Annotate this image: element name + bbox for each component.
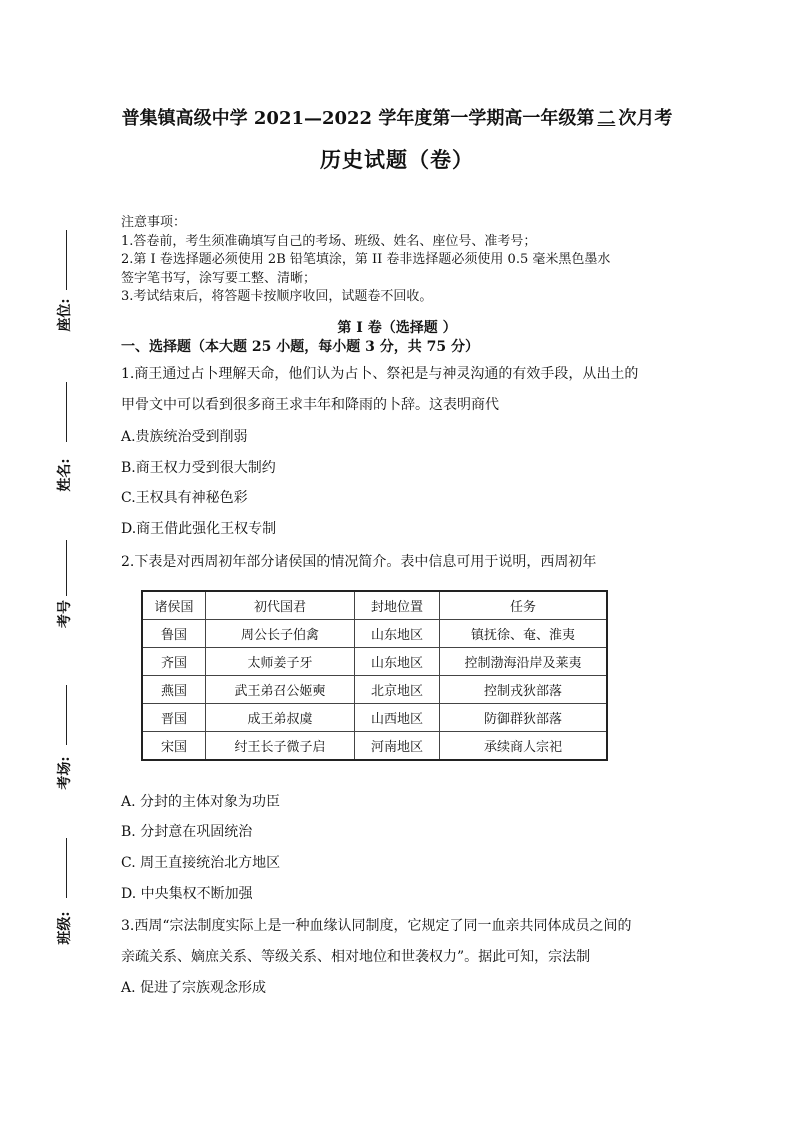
table-cell: 燕国 [142,676,206,704]
table-cell: 控制渤海沿岸及莱夷 [440,648,608,676]
table-cell: 宋国 [142,732,206,761]
class-fill-line [66,838,67,898]
table-row [142,620,607,648]
table-cell: 北京地区 [355,676,440,704]
notes-item: 签字笔书写，涂写要工整、清晰； [121,270,317,286]
table-cell: 武王弟召公姬奭 [206,676,355,704]
q1-option-b: B.商王权力受到很大制约 [121,460,276,476]
class-label: 班级: [57,911,73,945]
exam-no-fill-line [66,540,67,596]
table-cell: 山西地区 [355,704,440,732]
exam-subtitle: 历史试题（卷） [320,147,474,172]
q1-option-a: A.贵族统治受到削弱 [121,429,248,445]
room-label: 考场: [57,756,73,790]
table-cell: 鲁国 [142,620,206,648]
q3-stem-line2: 亲疏关系、嫡庶关系、等级关系、相对地位和世袭权力”。据此可知，宗法制 [121,949,591,965]
q3-stem-line1: 3.西周“宗法制度实际上是一种血缘认同制度，它规定了同一血亲共同体成员之间的 [121,918,632,934]
notes-block [121,214,721,307]
seat-label: 座位: [57,298,73,332]
notes-item: 2.第 I 卷选择题必须使用 2B 铅笔填涂，第 II 卷非选择题必须使用 0.5 毫米黑色墨水 [121,252,611,267]
notes-heading: 注意事项： [121,215,187,230]
title-text-end: 次月考 [618,108,673,129]
table-cell: 防御群狄部落 [440,704,608,732]
table-row [142,648,607,676]
table-cell: 镇抚徐、奄、淮夷 [440,620,608,648]
table-header-cell: 封地位置 [355,591,440,620]
table-cell: 山东地区 [355,648,440,676]
q1-option-d: D.商王借此强化王权专制 [121,521,277,537]
seat-fill-line [66,230,67,290]
table-cell: 控制戎狄部落 [440,676,608,704]
title-blank: 二 [597,108,616,129]
section-title: 第 I 卷（选择题 ） [337,320,457,336]
section-heading: 一、选择题（本大题 25 小题，每小题 3 分，共 75 分） [121,339,479,355]
table-header-row [142,591,607,620]
table-row [142,704,607,732]
q2-option-a: A. 分封的主体对象为功臣 [121,794,281,810]
q2-option-b: B. 分封意在巩固统治 [121,824,253,840]
table-cell: 纣王长子微子启 [206,732,355,761]
table-cell: 周公长子伯禽 [206,620,355,648]
q2-option-c: C. 周王直接统治北方地区 [121,855,281,871]
table-cell: 河南地区 [355,732,440,761]
room-fill-line [66,685,67,745]
title-text: 普集镇高级中学 2021—2022 学年度第一学期高一年级第 [121,108,595,129]
name-fill-line [66,382,67,442]
q2-option-d: D. 中央集权不断加强 [121,886,253,902]
table-cell: 晋国 [142,704,206,732]
name-label: 姓名: [57,458,73,492]
table-cell: 承续商人宗祀 [440,732,608,761]
exam-title [0,104,794,130]
vassal-states-table [141,590,608,761]
table-cell: 成王弟叔虞 [206,704,355,732]
q1-stem-line2: 甲骨文中可以看到很多商王求丰年和降雨的卜辞。这表明商代 [121,397,499,413]
table-cell: 齐国 [142,648,206,676]
table-header-cell: 任务 [440,591,608,620]
table-cell: 太师姜子牙 [206,648,355,676]
q1-option-c: C.王权具有神秘色彩 [121,490,248,506]
table-header-cell: 诸侯国 [142,591,206,620]
notes-item: 1.答卷前，考生须准确填写自己的考场、班级、姓名、座位号、准考号； [121,233,537,249]
exam-no-label: 考号 [57,600,73,628]
table-row [142,732,607,761]
table-row [142,676,607,704]
table-cell: 山东地区 [355,620,440,648]
q2-stem: 2.下表是对西周初年部分诸侯国的情况简介。表中信息可用于说明，西周初年 [121,554,597,570]
q3-option-a: A. 促进了宗族观念形成 [121,980,267,996]
q1-stem-line1: 1.商王通过占卜理解天命，他们认为占卜、祭祀是与神灵沟通的有效手段，从出土的 [121,366,639,382]
notes-item: 3.考试结束后，将答题卡按顺序收回，试题卷不回收。 [121,289,433,304]
table-header-cell: 初代国君 [206,591,355,620]
